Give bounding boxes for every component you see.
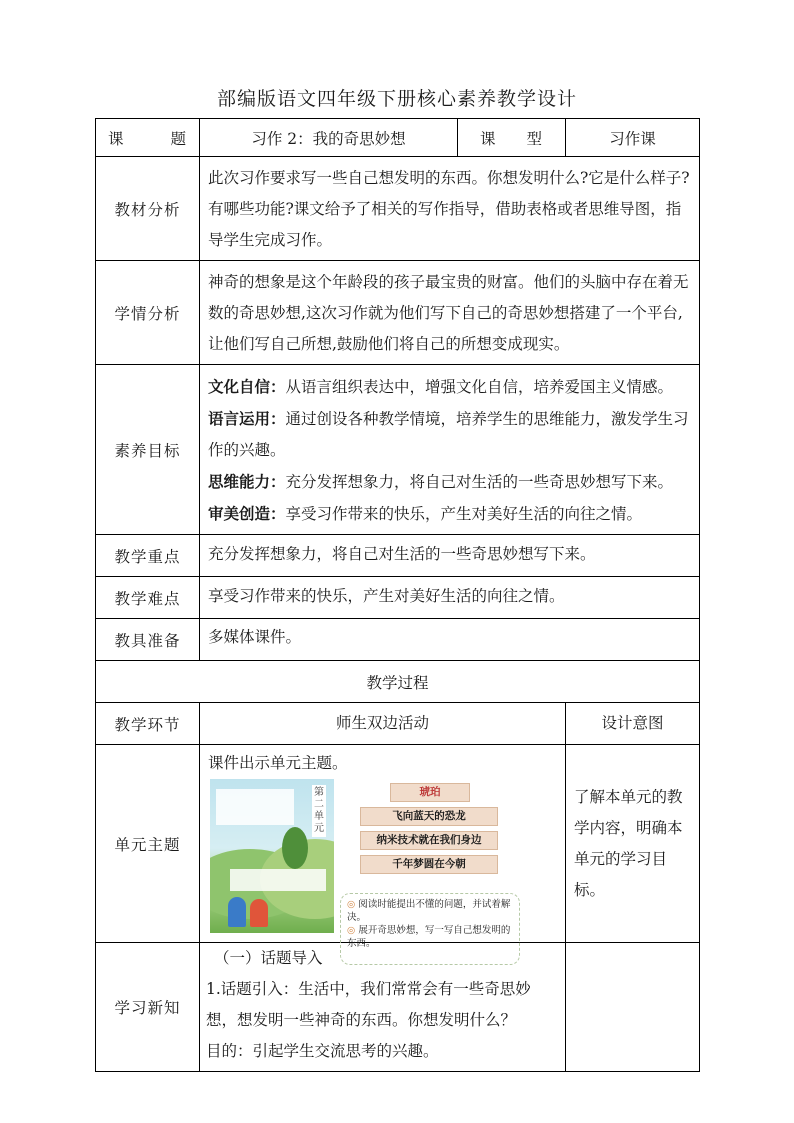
bullet-icon: ◎ (347, 899, 359, 910)
lesson-tag: 纳米技术就在我们身边 (360, 831, 498, 850)
label-textbook: 教材分析 (96, 157, 200, 261)
goals-list (200, 365, 700, 535)
cover-label: 第二单元 (312, 785, 326, 837)
row-process-heading (96, 661, 700, 703)
unit-activity (200, 745, 566, 949)
row-difficulty (96, 577, 700, 619)
label-newlearn: 学习新知 (96, 943, 200, 1072)
textbook-analysis: 此次习作要求写一些自己想发明的东西。你想发明什么?它是什么样子?有哪些功能?课文给予了相关的写作指导，借助表格或者思维导图，指导学生完成习作。 (200, 157, 700, 261)
goal-item: 语言运用：通过创设各种教学情境，培养学生的思维能力，激发学生习作的兴趣。 (208, 409, 689, 459)
row-goals (96, 365, 700, 535)
lesson-tag: 飞向蓝天的恐龙 (360, 807, 498, 826)
label-topic: 课 题 (96, 119, 200, 157)
row-textbook (96, 157, 700, 261)
document-title: 部编版语文四年级下册核心素养教学设计 (216, 88, 577, 110)
lesson-plan-table (95, 118, 700, 1072)
row-key (96, 535, 700, 577)
bullet-icon: ◎ (347, 925, 359, 936)
goal-item: 文化自信：从语言组织表达中，增强文化自信，培养爱国主义情感。 (208, 377, 674, 396)
col-intent: 设计意图 (566, 703, 700, 745)
row-students (96, 261, 700, 365)
label-tools: 教具准备 (96, 619, 200, 661)
unit-text: 课件出示单元主题。 (208, 754, 348, 772)
tools-value: 多媒体课件。 (200, 619, 700, 661)
lesson-tag: 琥珀 (390, 783, 470, 802)
book-cover-image (210, 779, 334, 933)
lesson-tag: 千年梦圆在今朝 (360, 855, 498, 874)
label-key: 教学重点 (96, 535, 200, 577)
row-topic (96, 119, 700, 157)
row-unit (96, 745, 700, 943)
key-points: 充分发挥想象力，将自己对生活的一些奇思妙想写下来。 (200, 535, 700, 577)
newlearn-line: 1.话题引入：生活中，我们常常会有一些奇思妙想，想发明一些神奇的东西。你想发明什么？ (206, 980, 531, 1029)
unit-goals-bubble: ◎ 阅读时能提出不懂的问题，并试着解决。 ◎ 展开奇思妙想，写一写自己想发明的东西。 (340, 893, 520, 965)
newlearn-heading: （一）话题导入 (214, 949, 323, 967)
goal-item: 思维能力：充分发挥想象力，将自己对生活的一些奇思妙想写下来。 (208, 472, 674, 491)
unit-illustration (208, 779, 548, 949)
unit-intent: 了解本单元的教学内容，明确本单元的学习目标。 (566, 745, 700, 943)
label-students: 学情分析 (96, 261, 200, 365)
label-difficulty: 教学难点 (96, 577, 200, 619)
row-tools (96, 619, 700, 661)
col-activity: 师生双边活动 (200, 703, 566, 745)
type-value: 习作课 (566, 119, 700, 157)
col-stage: 教学环节 (96, 703, 200, 745)
goal-item: 审美创造：享受习作带来的快乐，产生对美好生活的向往之情。 (208, 504, 643, 523)
difficulty-points: 享受习作带来的快乐，产生对美好生活的向往之情。 (200, 577, 700, 619)
process-heading: 教学过程 (96, 661, 700, 703)
child-figure (228, 897, 246, 927)
label-type: 课 型 (458, 119, 566, 157)
child-figure (250, 899, 268, 927)
newlearn-intent (566, 943, 700, 1072)
label-goals: 素养目标 (96, 365, 200, 535)
label-unit: 单元主题 (96, 745, 200, 943)
lesson-tags (360, 783, 498, 879)
newlearn-line: 目的：引起学生交流思考的兴趣。 (206, 1042, 439, 1060)
topic-value: 习作 2：我的奇思妙想 (200, 119, 458, 157)
row-process-columns (96, 703, 700, 745)
student-analysis: 神奇的想象是这个年龄段的孩子最宝贵的财富。他们的头脑中存在着无数的奇思妙想,这次习作就为他们写下自己的奇思妙想搭建了一个平台,让他们写自己所想,鼓励他们将自己的所想变成现实。 (200, 261, 700, 365)
